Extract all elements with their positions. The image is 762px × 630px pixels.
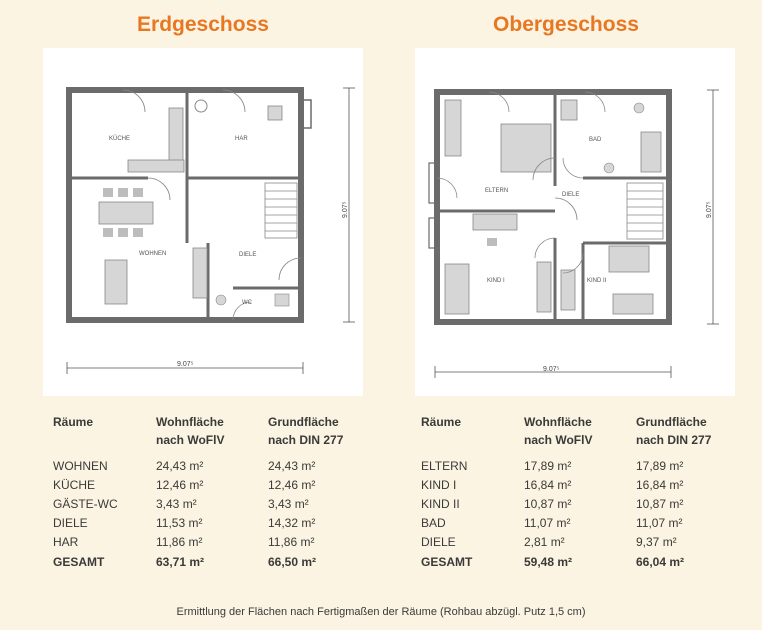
wohnflaeche-value: 16,84 m²	[524, 478, 572, 492]
room-name: DIELE	[421, 535, 456, 549]
wohnflaeche-value: 3,43 m²	[156, 497, 197, 511]
grundflaeche-value: 11,86 m²	[268, 535, 315, 549]
grundflaeche-value: 14,32 m²	[268, 516, 316, 530]
total-wohnflaeche: 59,48 m²	[524, 555, 573, 569]
obergeschoss-area-table	[421, 413, 741, 572]
wohnflaeche-value: 17,89 m²	[524, 459, 572, 473]
grundflaeche-value: 16,84 m²	[636, 478, 684, 492]
header-raeume: Räume	[53, 415, 94, 429]
wohnflaeche-value: 11,53 m²	[156, 516, 203, 530]
room-name: HAR	[53, 535, 79, 549]
table-row	[421, 514, 741, 533]
total-grundflaeche: 66,04 m²	[636, 555, 685, 569]
total-grundflaeche: 66,50 m²	[268, 555, 317, 569]
label-kind1: KIND I	[487, 278, 505, 284]
grundflaeche-value: 9,37 m²	[636, 535, 677, 549]
table-row	[53, 533, 373, 552]
label-diele: DIELE	[562, 192, 580, 198]
dimension-height: 9.07⁵	[342, 201, 349, 218]
label-eltern: ELTERN	[485, 188, 509, 194]
label-bad: BAD	[589, 137, 602, 143]
grundflaeche-value: 10,87 m²	[636, 497, 684, 511]
table-total-row	[421, 553, 741, 572]
dimension-height: 9.07⁵	[706, 201, 713, 218]
table-row	[421, 457, 741, 476]
label-diele: DIELE	[239, 252, 257, 258]
footnote: Ermittlung der Flächen nach Fertigmaßen der Räume (Rohbau abzügl. Putz 1,5 cm)	[176, 606, 586, 618]
label-kind2: KIND II	[587, 278, 607, 284]
total-wohnflaeche: 63,71 m²	[156, 555, 205, 569]
header-grundflaeche: Grundfläche nach DIN 277	[268, 415, 344, 447]
header-wohnflaeche: Wohnfläche nach WoFlV	[156, 415, 225, 447]
table-row	[421, 533, 741, 552]
total-label: GESAMT	[53, 555, 105, 569]
room-name: BAD	[421, 516, 446, 530]
room-name: KÜCHE	[53, 478, 96, 492]
label-wohnen: WOHNEN	[139, 251, 167, 257]
table-row	[53, 514, 373, 533]
table-row	[421, 476, 741, 495]
obergeschoss-plan	[415, 48, 735, 396]
table-row	[421, 495, 741, 514]
erdgeschoss-plan	[43, 48, 363, 396]
label-har: HAR	[235, 136, 248, 142]
dimension-width: 9.07⁵	[543, 366, 560, 373]
grundflaeche-value: 24,43 m²	[268, 459, 316, 473]
wohnflaeche-value: 2,81 m²	[524, 535, 565, 549]
wohnflaeche-value: 12,46 m²	[156, 478, 204, 492]
room-name: GÄSTE-WC	[53, 497, 118, 511]
grundflaeche-value: 3,43 m²	[268, 497, 309, 511]
grundflaeche-value: 12,46 m²	[268, 478, 316, 492]
room-name: WOHNEN	[53, 459, 108, 473]
room-name: KIND I	[421, 478, 457, 492]
room-name: DIELE	[53, 516, 88, 530]
table-row	[53, 457, 373, 476]
label-kueche: KÜCHE	[109, 136, 131, 142]
erdgeschoss-area-table	[53, 413, 373, 572]
wohnflaeche-value: 11,86 m²	[156, 535, 203, 549]
table-row	[53, 476, 373, 495]
wohnflaeche-value: 10,87 m²	[524, 497, 572, 511]
header-raeume: Räume	[421, 415, 462, 429]
room-name: ELTERN	[421, 459, 468, 473]
label-wc: WC	[242, 300, 252, 306]
dimension-width: 9.07⁵	[177, 361, 194, 368]
table-total-row	[53, 553, 373, 572]
grundflaeche-value: 17,89 m²	[636, 459, 684, 473]
wohnflaeche-value: 11,07 m²	[524, 516, 571, 530]
header-grundflaeche: Grundfläche nach DIN 277	[636, 415, 712, 447]
room-name: KIND II	[421, 497, 460, 511]
total-label: GESAMT	[421, 555, 473, 569]
header-wohnflaeche: Wohnfläche nach WoFlV	[524, 415, 593, 447]
obergeschoss-title: Obergeschoss	[493, 13, 639, 36]
grundflaeche-value: 11,07 m²	[636, 516, 683, 530]
wohnflaeche-value: 24,43 m²	[156, 459, 204, 473]
erdgeschoss-title: Erdgeschoss	[137, 13, 269, 36]
table-row	[53, 495, 373, 514]
